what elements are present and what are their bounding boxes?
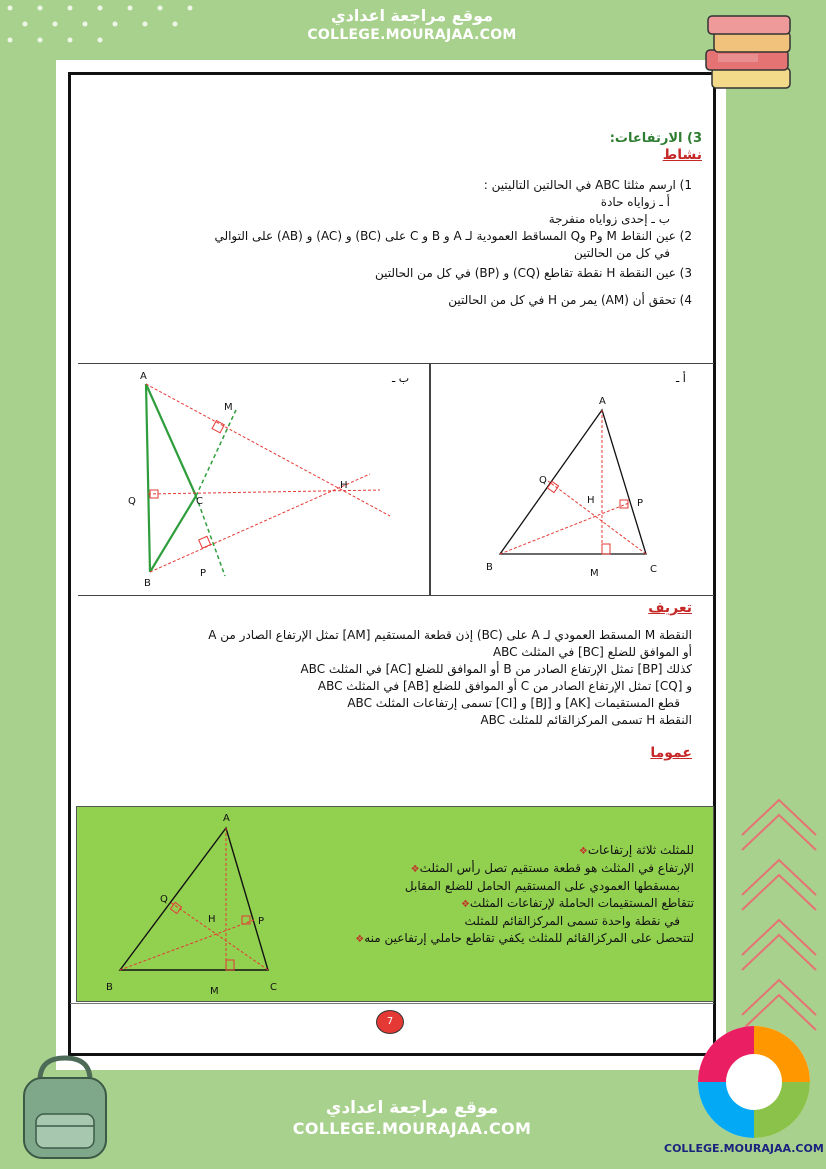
section-heading [300, 130, 702, 164]
activity-line: 1) ارسم مثلثا ABC في الحالتين التاليتين : [483, 178, 692, 192]
logo-caption: COLLEGE.MOURAJAA.COM [664, 1142, 824, 1155]
bullet-icon: ❖ [355, 934, 365, 945]
definition-title: تعريف [648, 600, 692, 616]
chevron-decoration-icon [732, 790, 826, 1050]
bottom-banner [262, 1078, 562, 1148]
activity-line: ب ـ إحدى زواياه منفرجة [548, 212, 670, 226]
footer-divider [70, 1003, 714, 1004]
vertex-label: B [144, 578, 151, 589]
vertex-label: H [587, 495, 595, 506]
site-url-link[interactable]: COLLEGE.MOURAJAA.COM [307, 27, 517, 43]
vertex-label: C [650, 564, 657, 575]
vertex-label: A [140, 371, 147, 382]
bullet-icon: ❖ [460, 899, 470, 910]
site-title: موقع مراجعة اعدادي [330, 6, 494, 25]
section-title: 3) الارتفاعات: [609, 131, 702, 146]
bullet-icon: ❖ [578, 846, 588, 857]
acute-triangle-figure [432, 366, 712, 594]
definition-line: النقطة M المسقط العمودي لـ A على (BC) إذن قطعة المستقيم [AM] تمثل الإرتفاع الصادر من A [208, 628, 692, 642]
summary-item: للمثلث ثلاثة إرتفاعات❖ [578, 843, 694, 857]
summary-item: لتتحصل على المركزالقائم للمثلث يكفي تقاطع حاملي إرتفاعين منه❖ [355, 931, 694, 945]
vertex-label: B [486, 562, 493, 573]
definition-line: قطع المستقيمات [AK] و [BJ] و [CI] تسمى إرتفاعات المثلث ABC [347, 696, 680, 710]
vertex-label: B [106, 982, 113, 993]
site-logo-icon [694, 1022, 814, 1142]
activity-line: أ ـ زواياه حادة [600, 195, 670, 209]
vertex-label: P [258, 916, 265, 927]
page-number: 7 [376, 1010, 404, 1034]
summary-triangle-figure [90, 808, 310, 1000]
vertex-label: M [590, 568, 599, 579]
summary-item: الإرتفاع في المثلث هو قطعة مستقيم تصل رأس المثلث❖ [410, 861, 694, 875]
general-title: عموما [650, 745, 692, 761]
definition-line: كذلك [BP] تمثل الإرتفاع الصادر من B أو الموافق للضلع [AC] في المثلث ABC [300, 662, 692, 676]
bullet-icon: ❖ [410, 864, 420, 875]
summary-item: في نقطة واحدة تسمى المركزالقائم للمثلث [464, 914, 680, 928]
vertex-label: H [208, 914, 216, 925]
activity-line: 3) عين النقطة H نقطة تقاطع (CQ) و (BP) في كل من الحالتين [374, 266, 692, 280]
backpack-icon [10, 1050, 120, 1165]
activity-label: نشاط [662, 147, 702, 163]
vertex-label: C [196, 496, 203, 507]
vertex-label: P [637, 498, 644, 509]
summary-list [290, 842, 694, 948]
figure-label-a: أ ـ [676, 372, 686, 385]
vertex-label: Q [128, 496, 136, 507]
obtuse-triangle-figure [80, 366, 428, 594]
summary-item: بمسقطها العمودي على المستقيم الحامل للضلع المقابل [404, 879, 680, 893]
vertex-label: H [340, 480, 348, 491]
vertex-label: C [270, 982, 277, 993]
dots-decoration-icon [0, 0, 260, 60]
vertex-label: Q [539, 475, 547, 486]
activity-list [92, 177, 692, 309]
books-logo-icon [700, 12, 800, 94]
activity-line: في كل من الحالتين [574, 246, 670, 260]
vertex-label: A [223, 813, 230, 824]
summary-item: تتقاطع المستقيمات الحاملة لإرتفاعات المثلث❖ [460, 896, 694, 910]
vertex-label: Q [160, 894, 168, 905]
definition-section [92, 600, 692, 762]
activity-line: 2) عين النقاط M وP وQ المساقط العمودية لـ A و B و C على (BC) و (AC) و (AB) على التوالي [214, 229, 692, 243]
figure-label-b: ب ـ [392, 372, 410, 385]
definition-line: أو الموافق للضلع [BC] في المثلث ABC [492, 645, 692, 659]
activity-line: 4) تحقق أن (AM) يمر من H في كل من الحالتين [448, 293, 692, 307]
vertex-label: M [224, 402, 233, 413]
figures-divider [429, 363, 431, 596]
vertex-label: A [599, 396, 606, 407]
definition-line: و [CQ] تمثل الإرتفاع الصادر من C أو الموافق للضلع [AB] في المثلث ABC [317, 679, 692, 693]
vertex-label: M [210, 986, 219, 997]
top-banner [262, 0, 562, 58]
vertex-label: P [200, 568, 207, 579]
site-url-link[interactable]: COLLEGE.MOURAJAA.COM [292, 1119, 532, 1138]
site-title: موقع مراجعة اعدادي [325, 1098, 499, 1118]
definition-line: النقطة H تسمى المركزالقائم للمثلث ABC [480, 713, 692, 727]
